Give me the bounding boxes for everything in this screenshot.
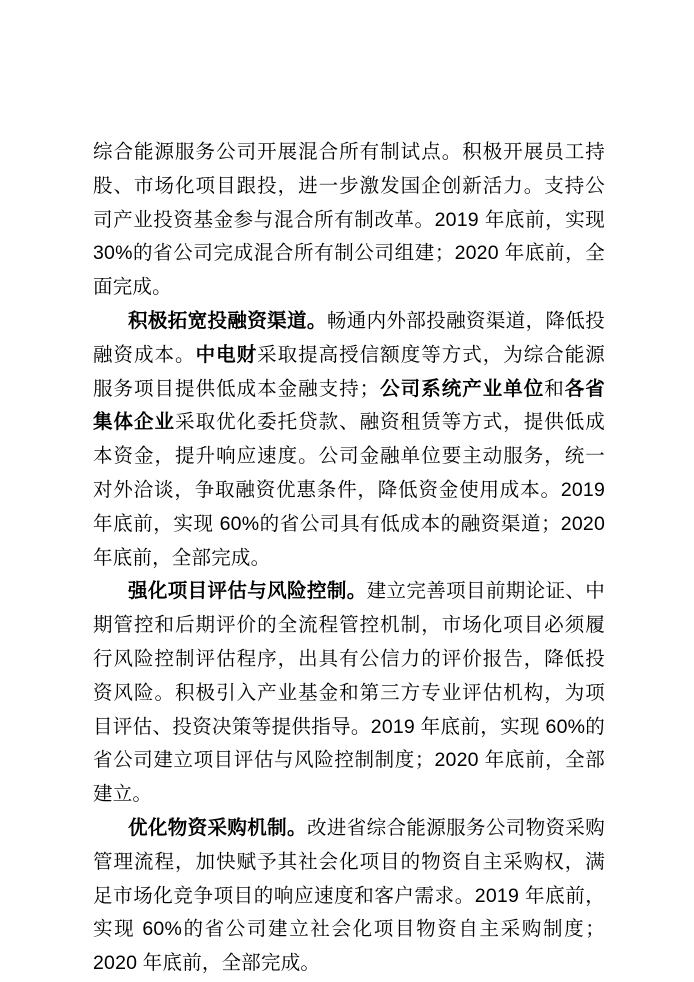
paragraph <box>93 575 605 812</box>
paragraph <box>93 305 605 575</box>
bold-text-run: 中电财 <box>195 343 258 366</box>
text-run: 建立完善项目前期论证、中期管控和后期评价的全流程管控机制，市场化项目必须履行风险控制评估程序，出具有公信力的评价报告，降低投资风险。积极引入产业基金和第三方专业评估机构，为项目评估、投资决策等提供指导。2019 年底前，实现 60%的省公司建立项目评估与风险控制制度；2020 年底前，全部建立。 <box>93 580 605 806</box>
text-run: 和 <box>544 377 565 400</box>
bold-text-run: 优化物资采购机制。 <box>128 816 307 839</box>
bold-text-run: 强化项目评估与风险控制。 <box>128 580 367 603</box>
paragraph <box>93 812 605 981</box>
text-run: 综合能源服务公司开展混合所有制试点。积极开展员工持股、市场化项目跟投，进一步激发国企创新活力。支持公司产业投资基金参与混合所有制改革。2019 年底前，实现 30%的省公司完成混合所有制公司组建；2020 年底前，全面完成。 <box>93 141 605 299</box>
text-run: 畅通内外部投融资渠道，降低投融资成本。 <box>93 309 605 366</box>
bold-text-run: 积极拓宽投融资渠道。 <box>128 309 327 332</box>
document-body <box>93 136 605 981</box>
text-run: 采取优化委托贷款、融资租赁等方式，提供低成本资金，提升响应速度。公司金融单位要主动服务，统一对外洽谈，争取融资优惠条件，降低资金使用成本。2019 年底前，实现 60%的省公司具有低成本的融资渠道；2020 年底前，全部完成。 <box>93 411 605 569</box>
bold-text-run: 公司系统产业单位 <box>379 377 545 400</box>
text-run: 改进省综合能源服务公司物资采购管理流程，加快赋予其社会化项目的物资自主采购权，满足市场化竞争项目的响应速度和客户需求。2019 年底前，实现 60%的省公司建立社会化项目物资自主采购制度；2020 年底前，全部完成。 <box>93 816 605 975</box>
paragraph <box>93 136 605 305</box>
text-run: 采取提高授信额度等方式，为综合能源服务项目提供低成本金融支持； <box>93 343 605 400</box>
bold-text-run: 各省集体企业 <box>93 377 605 434</box>
